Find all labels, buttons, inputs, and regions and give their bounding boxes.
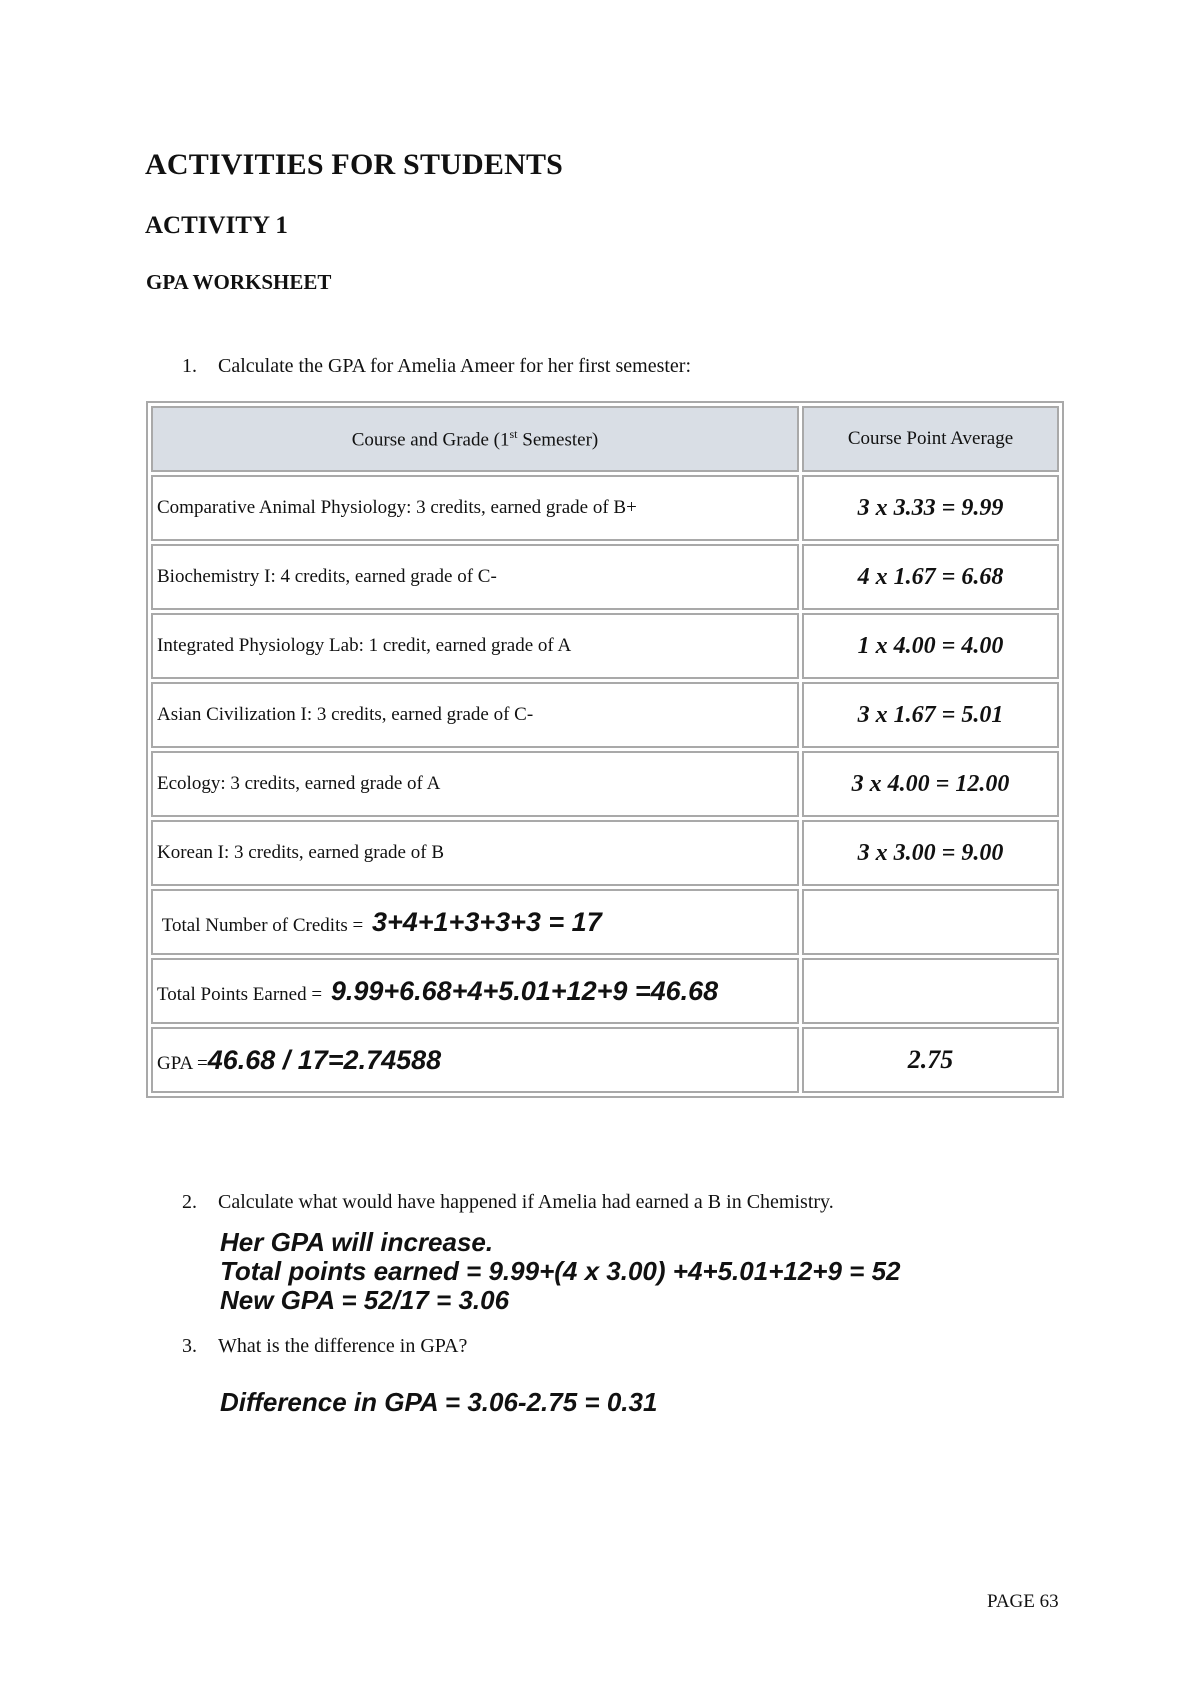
points-cell: 4 x 1.67 = 6.68 [802,544,1059,610]
answer-q3: Difference in GPA = 3.06-2.75 = 0.31 [220,1387,658,1417]
total-credits-label: Total Number of Credits = [161,914,368,936]
total-credits-cell [151,889,799,955]
table-header-row [151,406,1059,472]
gpa-row [151,1027,1059,1093]
question-number: 2. [182,1191,197,1213]
points-cell: 3 x 1.67 = 5.01 [802,682,1059,748]
answer-q2 [220,1228,901,1315]
header-course-and-grade: Course and Grade (1st Semester) [151,406,799,472]
table-row [151,682,1059,748]
header-course-point-average: Course Point Average [802,406,1059,472]
course-cell: Ecology: 3 credits, earned grade of A [151,751,799,817]
gpa-label: GPA = [157,1052,208,1074]
page-title: ACTIVITIES FOR STUDENTS [145,148,564,181]
course-cell: Integrated Physiology Lab: 1 credit, earned grade of A [151,613,799,679]
table-row [151,820,1059,886]
question-text: Calculate the GPA for Amelia Ameer for her first semester: [218,355,692,377]
total-points-label: Total Points Earned = [157,983,327,1005]
page-number: PAGE 63 [987,1591,1059,1612]
worksheet-heading: GPA WORKSHEET [146,270,332,294]
points-cell: 3 x 3.00 = 9.00 [802,820,1059,886]
answer-line: Her GPA will increase. [220,1227,494,1257]
table-row [151,544,1059,610]
course-cell: Asian Civilization I: 3 credits, earned grade of C- [151,682,799,748]
table-row [151,613,1059,679]
gpa-result: 2.75 [802,1027,1059,1093]
activity-heading: ACTIVITY 1 [145,212,288,239]
answer-line: Total points earned = 9.99+(4 x 3.00) +4+5.01+12+9 = 52 [220,1256,901,1286]
total-credits-value: 3+4+1+3+3+3 = 17 [371,906,602,937]
gpa-calculation: 46.68 / 17=2.74588 [207,1044,442,1075]
table-row [151,475,1059,541]
total-points-row [151,958,1059,1024]
points-cell: 3 x 3.33 = 9.99 [802,475,1059,541]
question-text: Calculate what would have happened if Amelia had earned a B in Chemistry. [218,1191,834,1213]
table-row [151,751,1059,817]
gpa-table [146,401,1064,1098]
question-number: 1. [182,355,197,377]
total-points-value: 9.99+6.68+4+5.01+12+9 =46.68 [330,975,719,1006]
answer-line: New GPA = 52/17 = 3.06 [220,1285,510,1315]
empty-cell [802,958,1059,1024]
question-text: What is the difference in GPA? [218,1335,468,1357]
question-number: 3. [182,1335,197,1357]
points-cell: 1 x 4.00 = 4.00 [802,613,1059,679]
total-credits-row [151,889,1059,955]
points-cell: 3 x 4.00 = 12.00 [802,751,1059,817]
total-points-cell [151,958,799,1024]
course-cell: Comparative Animal Physiology: 3 credits, earned grade of B+ [151,475,799,541]
gpa-cell [151,1027,799,1093]
course-cell: Korean I: 3 credits, earned grade of B [151,820,799,886]
empty-cell [802,889,1059,955]
course-cell: Biochemistry I: 4 credits, earned grade of C- [151,544,799,610]
